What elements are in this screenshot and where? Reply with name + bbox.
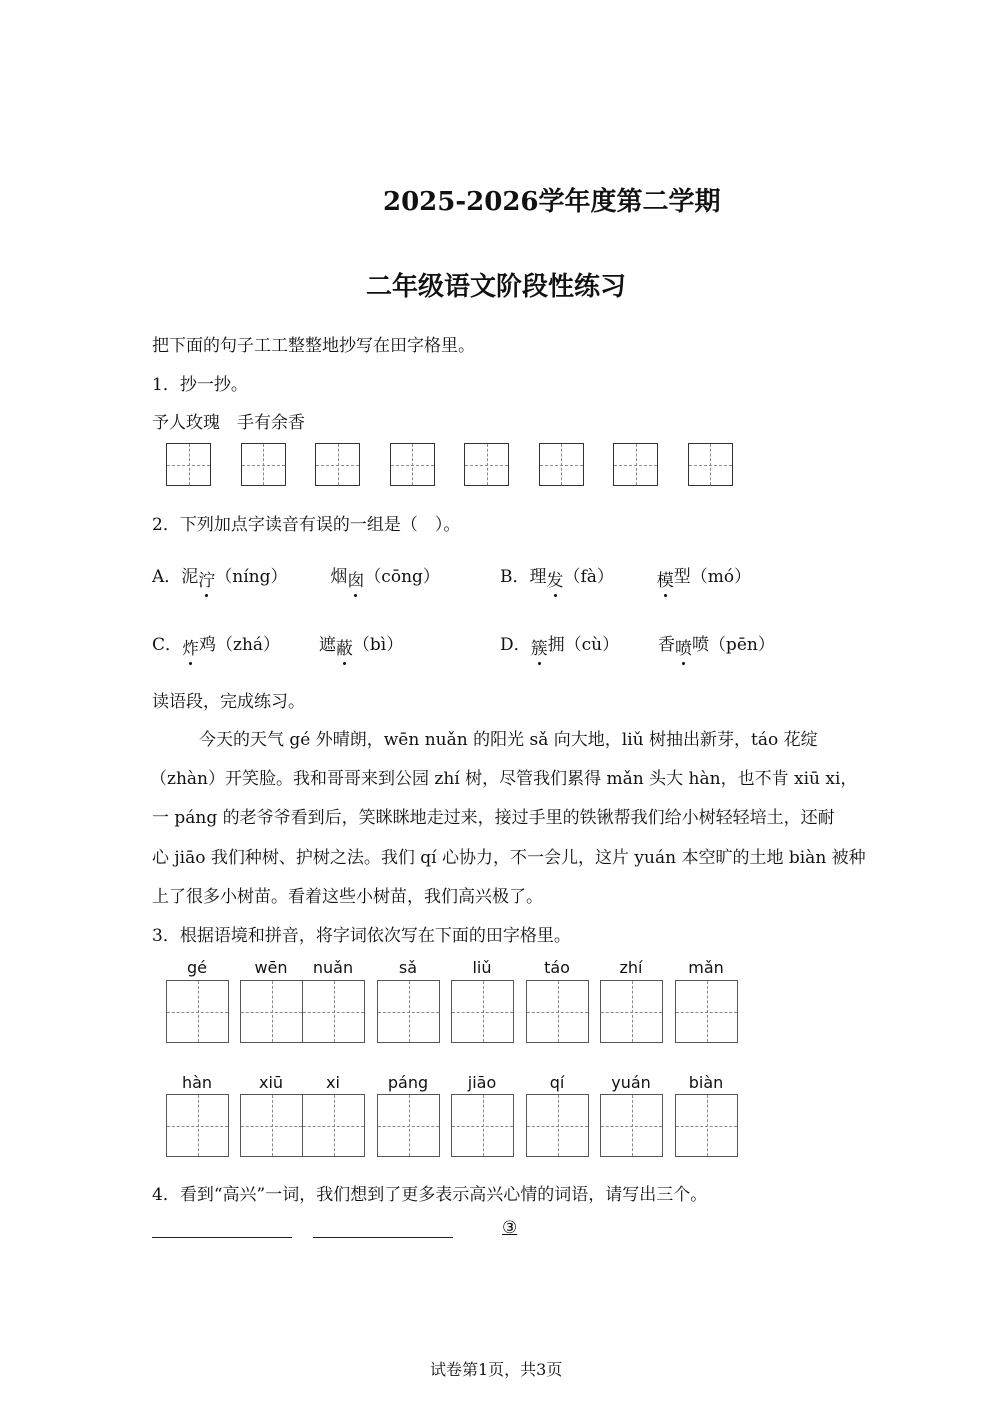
tianzige-box[interactable] [241,443,286,486]
option-d-pinyin-1: （cù） [564,635,620,655]
option-b[interactable] [500,562,752,591]
passage-line-5: 上了很多小树苗。看着这些小树苗，我们高兴极了。 [152,887,543,907]
tianzige-box[interactable] [600,980,663,1043]
tianzige-box[interactable] [451,1094,514,1157]
option-c-dotted-char: 炸 [182,639,200,659]
option-d-char: 香 [657,635,675,655]
option-d-char: 拥 [547,635,565,655]
question-1-text: 予人玫瑰 手有余香 [152,413,305,433]
tianzige-box[interactable] [166,443,211,486]
page-title: 2025-2026学年度第二学期 [383,187,721,217]
pinyin-label: qí [549,1073,565,1092]
tianzige-box[interactable] [166,980,229,1043]
passage-line-3: 一 páng 的老爷爷看到后，笑眯眯地走过来，接过手里的铁锹帮我们给小树轻轻培土，还耐 [152,808,835,828]
option-b-char: 型 [673,567,691,587]
answer-blank-1[interactable] [152,1236,292,1238]
option-d-dotted-char: 喷 [674,639,692,659]
option-a[interactable] [152,562,440,591]
page-subtitle: 二年级语文阶段性练习 [366,272,627,302]
instruction-read: 读语段，完成练习。 [152,692,305,712]
option-d[interactable] [500,630,775,659]
option-a-dotted-char: 囱 [347,571,365,591]
pinyin-label: yuán [611,1073,651,1092]
option-d-label: D． [500,635,531,655]
pinyin-label: jiāo [467,1073,497,1092]
option-a-pinyin-2: （cōng） [364,567,440,587]
question-3-label: 3．根据语境和拼音，将字词依次写在下面的田字格里。 [152,926,571,946]
option-a-char: 烟 [330,567,348,587]
pinyin-label: páng [387,1073,429,1092]
question-4-label: 4．看到“高兴”一词，我们想到了更多表示高兴心情的词语，请写出三个。 [152,1185,708,1205]
question-1-label: 1．抄一抄。 [152,375,248,395]
option-b-dotted-char: 模 [656,571,674,591]
page-footer: 试卷第1页，共3页 [430,1360,563,1379]
pinyin-label: hàn [181,1073,213,1092]
tianzige-box[interactable] [526,1094,589,1157]
option-c-pinyin-1: （zhá） [216,635,281,655]
passage-line-2: （zhàn）开笑脸。我和哥哥来到公园 zhí 树，尽管我们累得 mǎn 头大 hàn，也不肯 xiū xi， [150,769,858,789]
option-c-pinyin-2: （bì） [352,635,404,655]
tianzige-box[interactable] [240,980,303,1043]
option-a-pinyin-1: （níng） [215,567,288,587]
option-c-dotted-char: 蔽 [335,639,353,659]
passage-line-4: 心 jiāo 我们种树、护树之法。我们 qí 心协力，不一会儿，这片 yuán 本空旷的土地 biàn 被种 [152,848,866,868]
option-a-char: 泥 [181,567,199,587]
option-b-pinyin-1: （fà） [563,567,614,587]
tianzige-box[interactable] [377,980,440,1043]
tianzige-box[interactable] [613,443,658,486]
instruction-copy: 把下面的句子工工整整地抄写在田字格里。 [152,336,475,356]
answer-blank-2[interactable] [313,1236,453,1238]
tianzige-box[interactable] [166,1094,229,1157]
pinyin-label: mǎn [688,958,724,977]
option-b-dotted-char: 发 [546,571,564,591]
option-a-dotted-char: 泞 [198,571,216,591]
pinyin-label: nuǎn [312,958,354,977]
pinyin-label: sǎ [398,958,418,977]
option-c-label: C． [152,635,183,655]
tianzige-box[interactable] [302,1094,365,1157]
tianzige-box[interactable] [526,980,589,1043]
option-d-pinyin-2: （pēn） [708,635,775,655]
question-2-label: 2．下列加点字读音有误的一组是（ ）。 [152,515,461,535]
option-c-char: 鸡 [199,635,217,655]
pinyin-label: gé [187,958,207,977]
tianzige-box[interactable] [315,443,360,486]
tianzige-box[interactable] [451,980,514,1043]
pinyin-label: táo [544,958,570,977]
tianzige-box[interactable] [600,1094,663,1157]
option-d-char: 喷 [691,635,709,655]
tianzige-box[interactable] [464,443,509,486]
tianzige-box[interactable] [302,980,365,1043]
passage-line-1: 今天的天气 gé 外晴朗，wēn nuǎn 的阳光 sǎ 向大地，liǔ 树抽出新芽，táo 花绽 [199,730,818,750]
pinyin-label: xiū [258,1073,284,1092]
tianzige-box[interactable] [688,443,733,486]
pinyin-label: wēn [254,958,288,977]
option-d-dotted-char: 簇 [530,639,548,659]
tianzige-box[interactable] [675,980,738,1043]
pinyin-label: xi [326,1073,340,1092]
option-c[interactable] [152,630,404,659]
answer-blank-3-marker[interactable]: ③ [502,1218,518,1238]
option-b-label: B． [500,567,530,587]
option-c-char: 遮 [318,635,336,655]
tianzige-box[interactable] [539,443,584,486]
option-b-char: 理 [529,567,547,587]
pinyin-label: zhí [619,958,643,977]
option-b-pinyin-2: （mó） [690,567,752,587]
tianzige-box[interactable] [675,1094,738,1157]
tianzige-box[interactable] [390,443,435,486]
tianzige-box[interactable] [377,1094,440,1157]
option-a-label: A． [152,567,182,587]
pinyin-label: biàn [688,1073,724,1092]
pinyin-label: liǔ [472,958,492,977]
tianzige-box[interactable] [240,1094,303,1157]
